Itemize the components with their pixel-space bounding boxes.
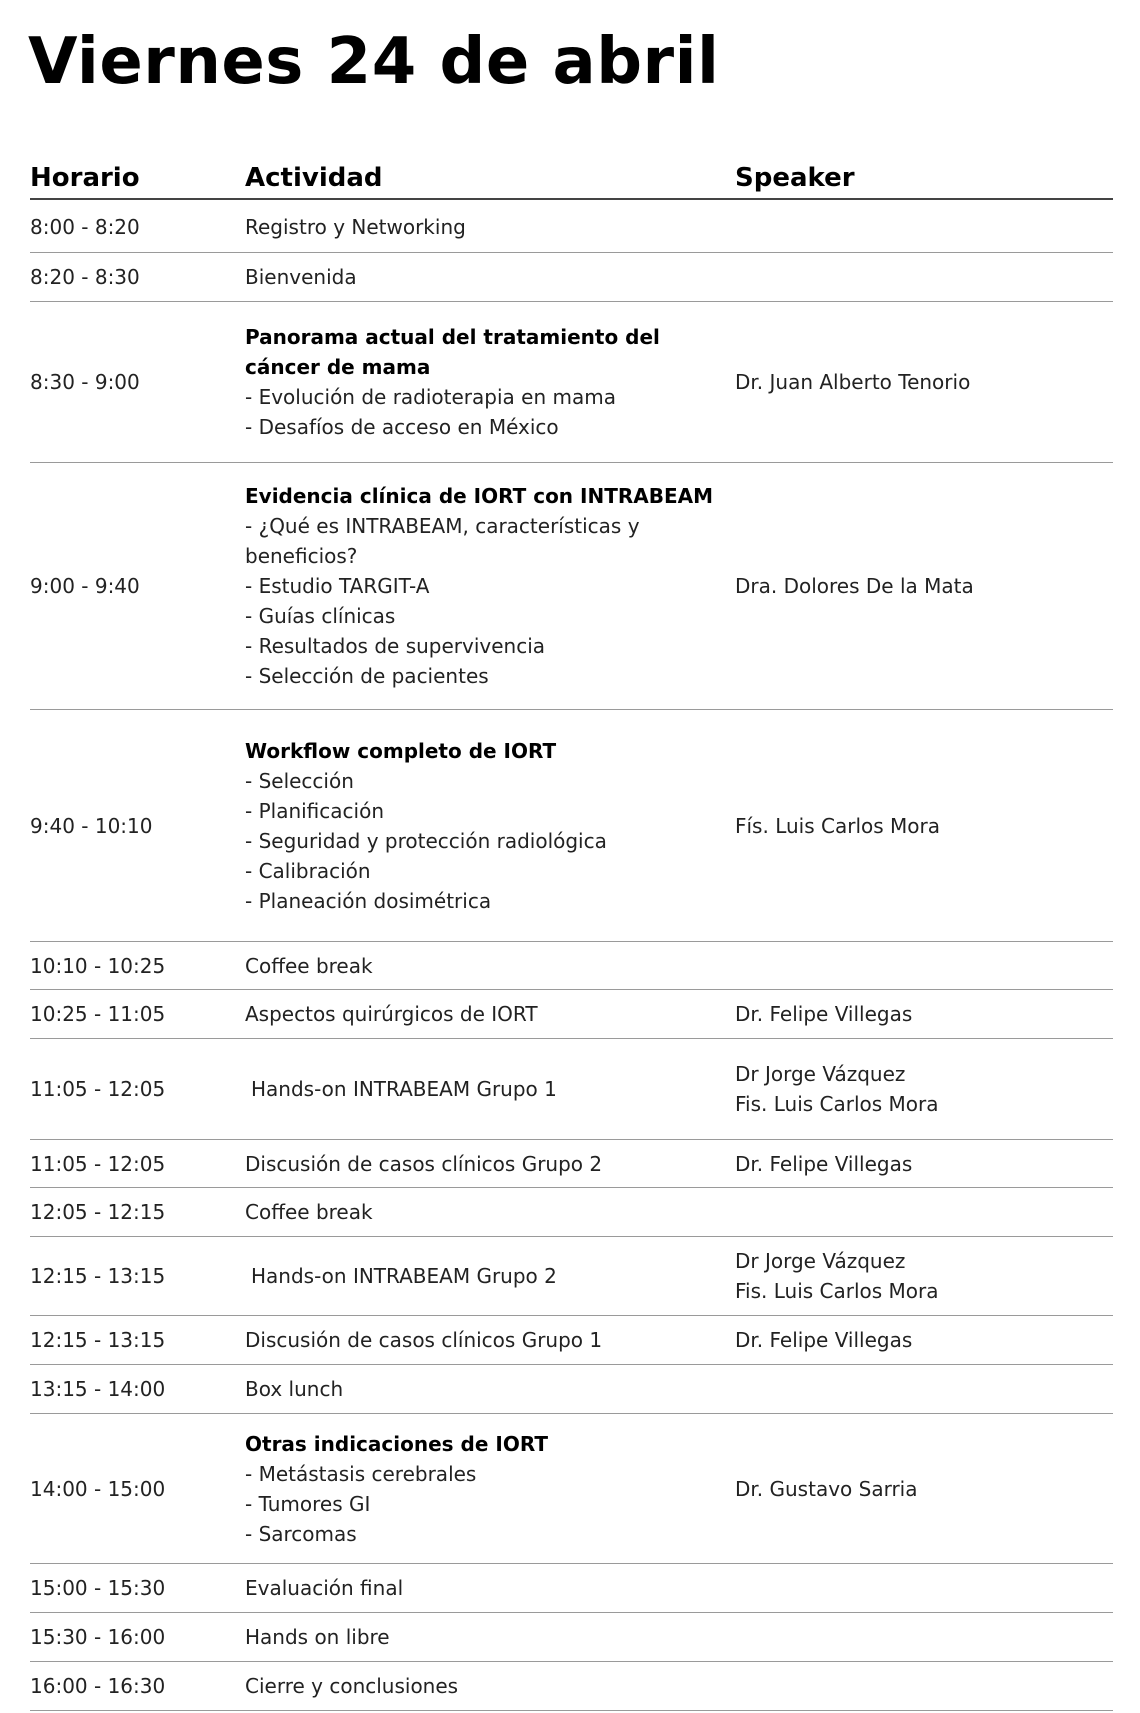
header-speaker: Speaker xyxy=(735,163,855,193)
row-time: 14:00 - 15:00 xyxy=(30,1476,166,1501)
row-time: 13:15 - 14:00 xyxy=(30,1377,166,1401)
speaker-name: Dr Jorge Vázquez xyxy=(735,1062,906,1086)
activity-line: - ¿Qué es INTRABEAM, características y beneficios? xyxy=(245,514,640,568)
row-speaker xyxy=(735,1325,1113,1355)
table-row xyxy=(30,1237,1113,1316)
table-row xyxy=(30,990,1113,1039)
row-time: 8:20 - 8:30 xyxy=(30,265,140,289)
speaker-name: Fis. Luis Carlos Mora xyxy=(735,1092,939,1116)
row-speaker xyxy=(735,1474,1113,1504)
row-time: 11:05 - 12:05 xyxy=(30,1077,166,1101)
row-speaker xyxy=(735,999,1113,1029)
activity-line: - Guías clínicas xyxy=(245,604,396,628)
activity-line: - Sarcomas xyxy=(245,1521,357,1546)
row-activity xyxy=(245,1374,735,1404)
row-speaker xyxy=(735,367,1113,397)
activity-line: - Selección xyxy=(245,768,354,793)
row-activity xyxy=(245,212,735,242)
row-speaker xyxy=(735,1149,1113,1179)
table-row xyxy=(30,1316,1113,1365)
table-row xyxy=(30,302,1113,463)
table-row xyxy=(30,1188,1113,1237)
row-activity xyxy=(245,1074,735,1104)
row-activity xyxy=(245,1197,735,1227)
activity-line: Discusión de casos clínicos Grupo 2 xyxy=(245,1151,603,1176)
activity-line: Box lunch xyxy=(245,1377,344,1401)
table-row xyxy=(30,710,1113,942)
activity-line: - Resultados de supervivencia xyxy=(245,634,546,658)
activity-line: Hands-on INTRABEAM Grupo 1 xyxy=(251,1077,557,1101)
row-time: 12:15 - 13:15 xyxy=(30,1264,166,1288)
speaker-name: Dr. Felipe Villegas xyxy=(735,1002,913,1026)
row-time: 11:05 - 12:05 xyxy=(30,1151,166,1176)
speaker-name: Dr Jorge Vázquez xyxy=(735,1249,906,1273)
row-time: 12:05 - 12:15 xyxy=(30,1200,166,1224)
header-activity: Actividad xyxy=(245,163,383,193)
activity-line: - Selección de pacientes xyxy=(245,664,489,688)
activity-line: Evaluación final xyxy=(245,1576,404,1600)
header-time: Horario xyxy=(30,163,140,193)
activity-line: Bienvenida xyxy=(245,265,357,289)
row-time: 10:10 - 10:25 xyxy=(30,953,166,978)
table-row xyxy=(30,463,1113,710)
table-row xyxy=(30,1564,1113,1613)
row-activity xyxy=(245,1149,735,1179)
speaker-name: Fis. Luis Carlos Mora xyxy=(735,1279,939,1303)
row-activity xyxy=(245,262,735,292)
table-row xyxy=(30,1140,1113,1188)
activity-line: Registro y Networking xyxy=(245,214,466,239)
row-time: 8:30 - 9:00 xyxy=(30,370,140,394)
page-title: Viernes 24 de abril xyxy=(28,25,720,99)
table-row xyxy=(30,1662,1113,1711)
row-activity xyxy=(245,951,735,981)
row-activity xyxy=(245,1325,735,1355)
row-time: 10:25 - 11:05 xyxy=(30,1002,166,1026)
row-time: 12:15 - 13:15 xyxy=(30,1328,166,1352)
table-row xyxy=(30,942,1113,990)
activity-title: Evidencia clínica de IORT con INTRABEAM xyxy=(245,484,713,508)
row-activity xyxy=(245,1261,735,1291)
row-time: 8:00 - 8:20 xyxy=(30,214,140,239)
row-time: 15:30 - 16:00 xyxy=(30,1625,166,1649)
activity-line: Coffee break xyxy=(245,953,373,978)
row-time: 9:40 - 10:10 xyxy=(30,813,153,838)
row-activity xyxy=(245,1622,735,1652)
table-header xyxy=(30,158,1113,200)
table-row xyxy=(30,1414,1113,1564)
row-activity xyxy=(245,322,735,442)
table-row xyxy=(30,1613,1113,1662)
activity-line: - Desafíos de acceso en México xyxy=(245,415,559,439)
speaker-name: Dr. Felipe Villegas xyxy=(735,1328,913,1352)
activity-line: - Seguridad y protección radiológica xyxy=(245,828,607,853)
activity-line: Hands-on INTRABEAM Grupo 2 xyxy=(251,1264,557,1288)
speaker-name: Dr. Juan Alberto Tenorio xyxy=(735,370,971,394)
activity-title: Panorama actual del tratamiento del cáncer de mama xyxy=(245,325,660,379)
activity-line: Aspectos quirúrgicos de IORT xyxy=(245,1002,538,1026)
speaker-name: Dr. Felipe Villegas xyxy=(735,1151,913,1176)
speaker-name: Dr. Gustavo Sarria xyxy=(735,1476,918,1501)
activity-line: - Calibración xyxy=(245,858,371,883)
table-row xyxy=(30,253,1113,302)
table-row xyxy=(30,1365,1113,1414)
activity-line: Discusión de casos clínicos Grupo 1 xyxy=(245,1328,603,1352)
activity-line: - Metástasis cerebrales xyxy=(245,1461,477,1486)
row-speaker xyxy=(735,571,1113,601)
activity-title: Workflow completo de IORT xyxy=(245,738,557,763)
row-activity xyxy=(245,1671,735,1701)
activity-line: - Planeación dosimétrica xyxy=(245,888,492,913)
table-row xyxy=(30,1039,1113,1140)
row-activity xyxy=(245,999,735,1029)
row-speaker xyxy=(735,811,1113,841)
row-activity xyxy=(245,1429,735,1549)
row-time: 9:00 - 9:40 xyxy=(30,574,140,598)
row-activity xyxy=(245,736,735,916)
row-speaker xyxy=(735,1059,1113,1119)
speaker-name: Fís. Luis Carlos Mora xyxy=(735,813,940,838)
activity-line: Cierre y conclusiones xyxy=(245,1674,459,1698)
row-time: 16:00 - 16:30 xyxy=(30,1674,166,1698)
activity-line: - Tumores GI xyxy=(245,1491,371,1516)
row-time: 15:00 - 15:30 xyxy=(30,1576,166,1600)
speaker-name: Dra. Dolores De la Mata xyxy=(735,574,974,598)
activity-line: - Estudio TARGIT-A xyxy=(245,574,430,598)
activity-line: - Planificación xyxy=(245,798,384,823)
activity-title: Otras indicaciones de IORT xyxy=(245,1431,548,1456)
table-row xyxy=(30,201,1113,253)
row-activity xyxy=(245,481,735,691)
activity-line: Hands on libre xyxy=(245,1625,390,1649)
row-activity xyxy=(245,1573,735,1603)
activity-line: Coffee break xyxy=(245,1200,373,1224)
row-speaker xyxy=(735,1246,1113,1306)
activity-line: - Evolución de radioterapia en mama xyxy=(245,385,616,409)
